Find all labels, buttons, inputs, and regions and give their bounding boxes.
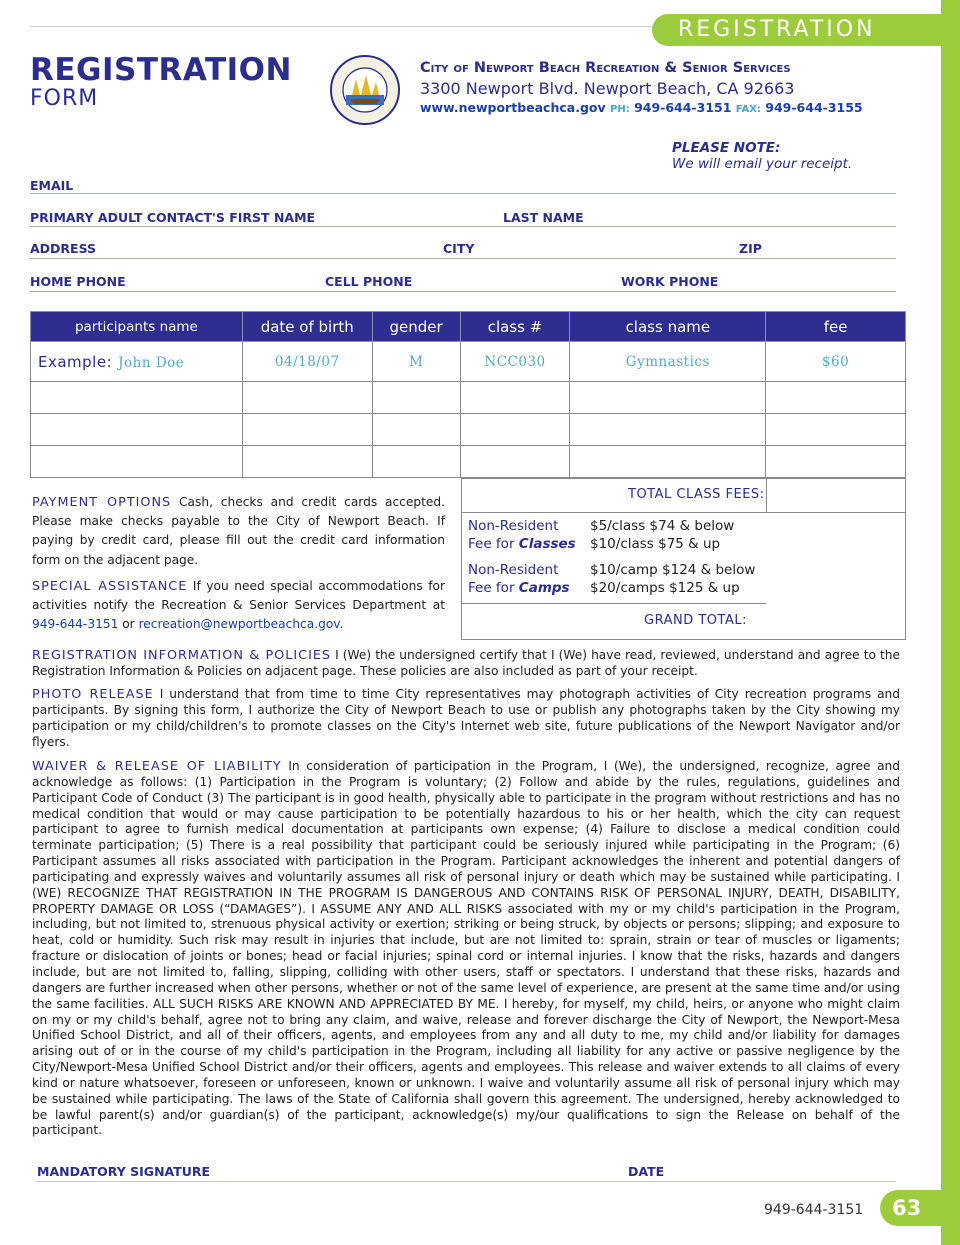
city-label: CITY: [443, 241, 475, 256]
example-fee: $60: [766, 342, 906, 382]
photo-release-text: I understand that from time to time City representatives may photograph activities of City recreation programs and participants. By signing this form, I authorize the City of Newport Beach to use or publish any photographs taken by the City showing my participation or my child/children's to promote classes on the City's Internet web site, future publications of the Newport Navigator and/or flyers.: [32, 687, 901, 749]
page-subtitle: FORM: [30, 86, 99, 111]
grand-total-label: GRAND TOTAL:: [644, 613, 747, 628]
first-name-label: PRIMARY ADULT CONTACT'S FIRST NAME: [30, 210, 316, 225]
policies-text: I (We) the undersigned certify that I (We) have read, reviewed, understand and agree to the Registration Information & Policies on adjacent page. These policies are also included as part of your receipt.: [32, 648, 901, 678]
address-field[interactable]: [30, 258, 896, 259]
example-row: [31, 342, 906, 382]
payment-options-text: Cash, checks and credit cards accepted. Please make checks payable to the City of Newport Beach. If paying by credit card, please fill out the credit card information form on the adjacent page.: [32, 495, 445, 567]
example-gender: M: [372, 342, 460, 382]
signature-field[interactable]: [36, 1181, 896, 1182]
date-label: DATE: [628, 1164, 665, 1179]
organization-address: 3300 Newport Blvd. Newport Beach, CA 92663: [420, 79, 795, 98]
phone-field[interactable]: [30, 291, 896, 292]
fax-number: 949-644-3155: [765, 100, 863, 115]
table-row[interactable]: [31, 414, 906, 446]
col-participants-name: participants name: [31, 312, 243, 342]
payment-options-heading: PAYMENT OPTIONS: [32, 495, 172, 510]
website-link[interactable]: www.newportbeachca.gov: [420, 100, 606, 115]
example-dob: 04/18/07: [242, 342, 372, 382]
special-assistance-heading: SPECIAL ASSISTANCE: [32, 579, 188, 594]
total-class-fees-label: TOTAL CLASS FEES:: [628, 487, 765, 502]
registration-policies: [32, 648, 900, 680]
top-rule: [30, 26, 652, 27]
cell-phone-label: CELL PHONE: [325, 274, 413, 289]
nr-classes-label-1: Non-Resident: [468, 518, 559, 534]
photo-release-heading: PHOTO RELEASE: [32, 687, 154, 702]
example-class-number: NCC030: [460, 342, 570, 382]
table-header-row: [31, 312, 906, 342]
assistance-phone[interactable]: 949-644-3151: [32, 617, 119, 632]
last-name-label: LAST NAME: [503, 210, 584, 225]
nr-camps-label-2: Fee for Camps: [468, 580, 570, 596]
signature-label: MANDATORY SIGNATURE: [37, 1164, 211, 1179]
example-name-cell: [31, 342, 243, 382]
fees-box: [461, 478, 906, 640]
nr-classes-rate-1: $5/class $74 & below: [590, 518, 735, 534]
nr-classes-rate-2: $10/class $75 & up: [590, 536, 721, 552]
address-label: ADDRESS: [30, 241, 97, 256]
email-label: EMAIL: [30, 178, 74, 193]
participants-table: [30, 311, 906, 478]
waiver-text: In consideration of participation in the Program, I (We), the undersigned, recognize, agree and acknowledge as follows: (1) Participation in the Program is voluntary; (2) Follow and abide by the rules, regulations, guidelines and Participant Code of Conduct (3) The participant is in good health, physically able to participate in the program without restrictions and has no medical condition that would or may cause participation to be potentially hazardous to his or her health, which the city can request participant to agree to furnish medical documentation at participants own expense; (4) Failure to disclose a medical condition could terminate participation; (5) There is a real possibility that participant could be seriously injured while participating in the Program; (6) Participant assumes all risks associated with participation in the Program. Participant acknowledges the inherent and potential dangers of participating and expressly waives and voluntarily assumes all risk of personal injury or death which may be sustained while participating. I (WE) RECOGNIZE THAT REGISTRATION IN THE PROGRAM IS DANGEROUS AND CONTAINS RISK OF PERSONAL INJURY, DEATH, DISABILITY, PROPERTY DAMAGE OR LOSS (“DAMAGES”). I ASSUME ANY AND ALL RISKS associated with my or my child's participation in the Program, including, but not limited to, strenuous physical activity or exertion; striking or being struck, by objects or persons; slipping; and exposure to heat, cold or humidity. Such risk may result in injuries that include, but are not limited to: sprain, strain or tear of muscles or ligaments; fracture or dislocation of joints or bones; head or facial injuries; spinal cord or internal injuries. I know that the risks, hazards and dangers include, but are not limited to, falling, slipping, colliding with other users, staff or spectators. I understand that these risks, hazards and dangers are further increased when other persons, whether or not of the same level of experience, are present at the same time and/or using the same facilities. ALL SUCH RISKS ARE KNOWN AND APPRECIATED BY ME. I hereby, for myself, my child, heirs, or anyone who might claim on my or my child's behalf, agree not to bring any claim, and waive, release and forever discharge the City of Newport, the Newport-Mesa Unified School District, and all of their officers, agents, and employees from any and all duty to me, my child and/or liability for damages arising out of or in the course of my child's participation in the Program, including all liability for any active or passive negligence by the City/Newport-Mesa Unified School District and/or their officers, agents and employees. This release and waiver extends to all claims of every kind or nature whatsoever, foreseen or unforeseen, known or unknown. I waive and voluntarily assume all risk of personal injury which may be sustained while participating. The laws of the State of California shall govern this agreement. The undersigned, hereby acknowledged to be lawful parent(s) and/or guardian(s) of the participant, acknowledge(s) my/our qualifications to sign the Release on behalf of the participant.: [32, 759, 901, 1138]
work-phone-label: WORK PHONE: [621, 274, 719, 289]
name-field[interactable]: [30, 226, 896, 227]
example-label: Example:: [38, 352, 113, 371]
receipt-note: [672, 140, 852, 172]
example-class-name: Gymnastics: [570, 342, 766, 382]
nr-camps-rate-2: $20/camps $125 & up: [590, 580, 740, 596]
fax-label: FAX:: [735, 104, 761, 115]
footer-phone: 949-644-3151: [764, 1202, 864, 1218]
note-label: PLEASE NOTE:: [672, 140, 781, 156]
assistance-or: or: [122, 617, 135, 632]
special-assistance: [32, 577, 445, 635]
nr-camps-label-1: Non-Resident: [468, 562, 559, 578]
col-gender: gender: [372, 312, 460, 342]
page-edge-stripe: [941, 0, 960, 1245]
page-number: 63: [880, 1190, 942, 1226]
policies-heading: REGISTRATION INFORMATION & POLICIES: [32, 648, 332, 663]
nr-camps-rate-1: $10/camp $124 & below: [590, 562, 756, 578]
table-row[interactable]: [31, 382, 906, 414]
page-title: REGISTRATION: [30, 52, 292, 88]
city-seal-logo: [330, 55, 400, 125]
phone-label: PH:: [610, 104, 630, 115]
col-class-number: class #: [460, 312, 570, 342]
waiver-heading: WAIVER & RELEASE OF LIABILITY: [32, 759, 282, 774]
waiver-release: [32, 759, 900, 1139]
section-tab: REGISTRATION: [652, 14, 942, 46]
col-fee: fee: [766, 312, 906, 342]
col-date-of-birth: date of birth: [242, 312, 372, 342]
nr-classes-label-2: Fee for Classes: [468, 536, 576, 552]
zip-label: ZIP: [739, 241, 762, 256]
photo-release: [32, 687, 900, 750]
phone-number: 949-644-3151: [634, 100, 732, 115]
organization-contact: [420, 100, 863, 115]
payment-options: [32, 493, 445, 570]
example-name: John Doe: [118, 354, 185, 371]
assistance-email-link[interactable]: recreation@newportbeachca.gov.: [138, 617, 344, 632]
table-row[interactable]: [31, 446, 906, 478]
note-text: We will email your receipt.: [672, 156, 853, 172]
col-class-name: class name: [570, 312, 766, 342]
organization-name: City of Newport Beach Recreation & Senior Services: [420, 60, 791, 76]
home-phone-label: HOME PHONE: [30, 274, 126, 289]
special-assistance-text: If you need special accommodations for activities notify the Recreation & Senior Services Department at: [32, 579, 446, 613]
email-field[interactable]: [30, 193, 896, 194]
